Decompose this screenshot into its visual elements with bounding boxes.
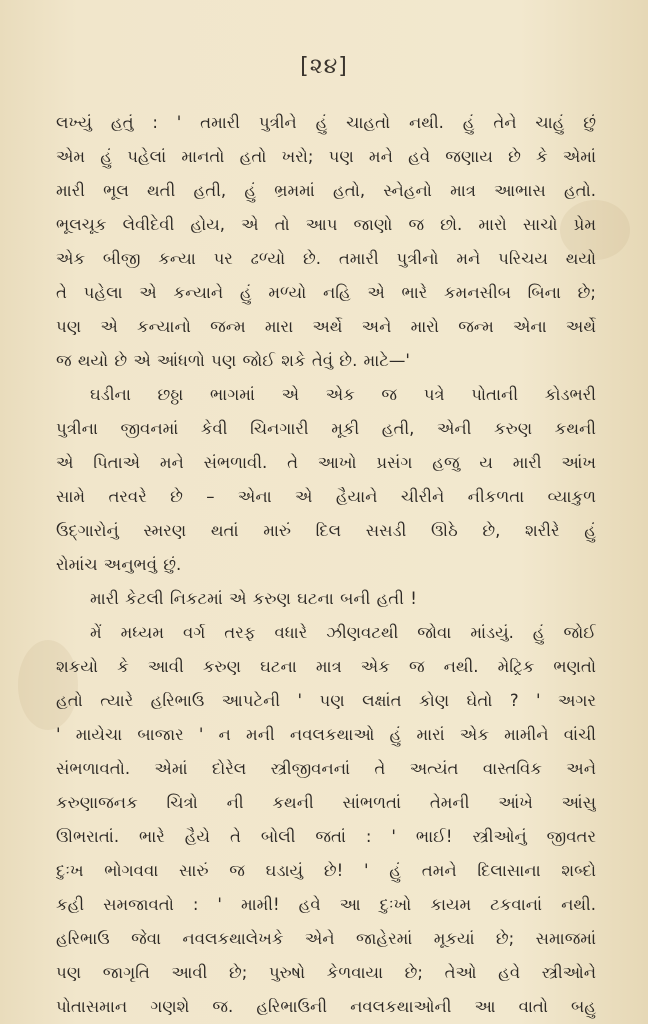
text-line: લખ્યું હતું : ' તમારી પુત્રીને હું ચાહતો નથી. હું તેને ચાહું છું [56,113,596,132]
text-line: સામે તરવરે છે – એના એ હૈયાને ચીરીને નીકળતા વ્યાકુળ [56,487,596,506]
text-line: પણ એ કન્યાનો જન્મ મારા અર્થે અને મારો જન્મ એના અર્થે [56,317,596,336]
text-line: ' માયેચા બાજાર ' ન મની નવલકથાઓ હું મારાં એક મામીને વાંચી [56,725,596,744]
text-line: જ થયો છે એ આંધળો પણ જોઈ શકે તેવું છે. માટે—' [56,351,410,370]
body-text [56,106,596,1024]
text-line: એ પિતાએ મને સંભળાવી. તે આખો પ્રસંગ હજુ ય મારી આંખ [56,453,596,472]
text-line: હતો ત્યારે હરિભાઉ આપટેની ' પણ લક્ષાંત કોણ ઘેતો ? ' અગર [56,691,596,710]
text-line: એક બીજી કન્યા પર ઢળ્યો છે. તમારી પુત્રીનો મને પરિચય થયો [56,249,596,268]
text-line: ઉદ્ગારોનું સ્મરણ થતાં મારું દિલ સસડી ઊઠે છે, શરીરે હું [56,521,596,540]
text-line: પણ જાગૃતિ આવી છે; પુરુષો કેળવાયા છે; તેઓ હવે સ્ત્રીઓને [56,963,596,982]
text-line: પુત્રીના જીવનમાં કેવી ચિનગારી મૂકી હતી, એની કરુણ કથની [56,419,596,438]
text-line: રોમાંચ અનુભવું છું. [56,555,182,574]
text-line: પોતાસમાન ગણશે જ. હરિભાઉની નવલકથાઓની આ વાતો બહુ [56,997,596,1016]
text-line: તે પહેલા એ કન્યાને હું મળ્યો નહિ એ ભારે કમનસીબ બિના છે; [56,283,596,302]
paragraph-start-line: મેં મધ્યમ વર્ગ તરફ વધારે ઝીણવટથી જોવા માંડયું. હું જોઈ [90,623,596,642]
text-line: મારી ભૂલ થતી હતી, હું ભ્રમમાં હતો, સ્નેહનો માત્ર આભાસ હતો. [56,181,596,200]
text-line: હરિભાઉ જેવા નવલકથાલેખકે એને જાહેરમાં મૂકયાં છે; સમાજમાં [56,929,596,948]
text-line: ભૂલચૂક લેવીદેવી હોય, એ તો આપ જાણો જ છો. મારો સાચો પ્રેમ [56,215,596,234]
text-line: દુઃખ ભોગવવા સારું જ ઘડાયું છે! ' હું તમને દિલાસાના શબ્દો [56,861,596,880]
text-line: કરુણાજનક ચિત્રો ની કથની સાંભળતાં તેમની આંખે આંસુ [56,793,596,812]
paragraph-start-line: ઘડીના છઠ્ઠા ભાગમાં એ એક જ પત્રે પોતાની કોડભરી [90,385,596,404]
paragraph-start-line: મારી કેટલી નિકટમાં એ કરુણ ઘટના બની હતી ! [90,589,417,608]
text-line: કહી સમજાવતો : ' મામી! હવે આ દુઃખો કાયમ ટકવાનાં નથી. [56,895,596,914]
text-line: ઊભરાતાં. ભારે હૈયે તે બોલી જતાં : ' ભાઈ! સ્ત્રીઓનું જીવતર [56,827,596,846]
text-line: સંભળાવતો. એમાં દોરેલ સ્ત્રીજીવનનાં તે અત્યંત વાસ્તવિક અને [56,759,596,778]
text-line: એમ હું પહેલાં માનતો હતો ખરો; પણ મને હવે જણાય છે કે એમાં [56,147,596,166]
text-line: શકયો કે આવી કરુણ ઘટના માત્ર એક જ નથી. મેટ્રિક ભણતો [56,657,596,676]
page-number: [૨૪] [300,54,348,79]
